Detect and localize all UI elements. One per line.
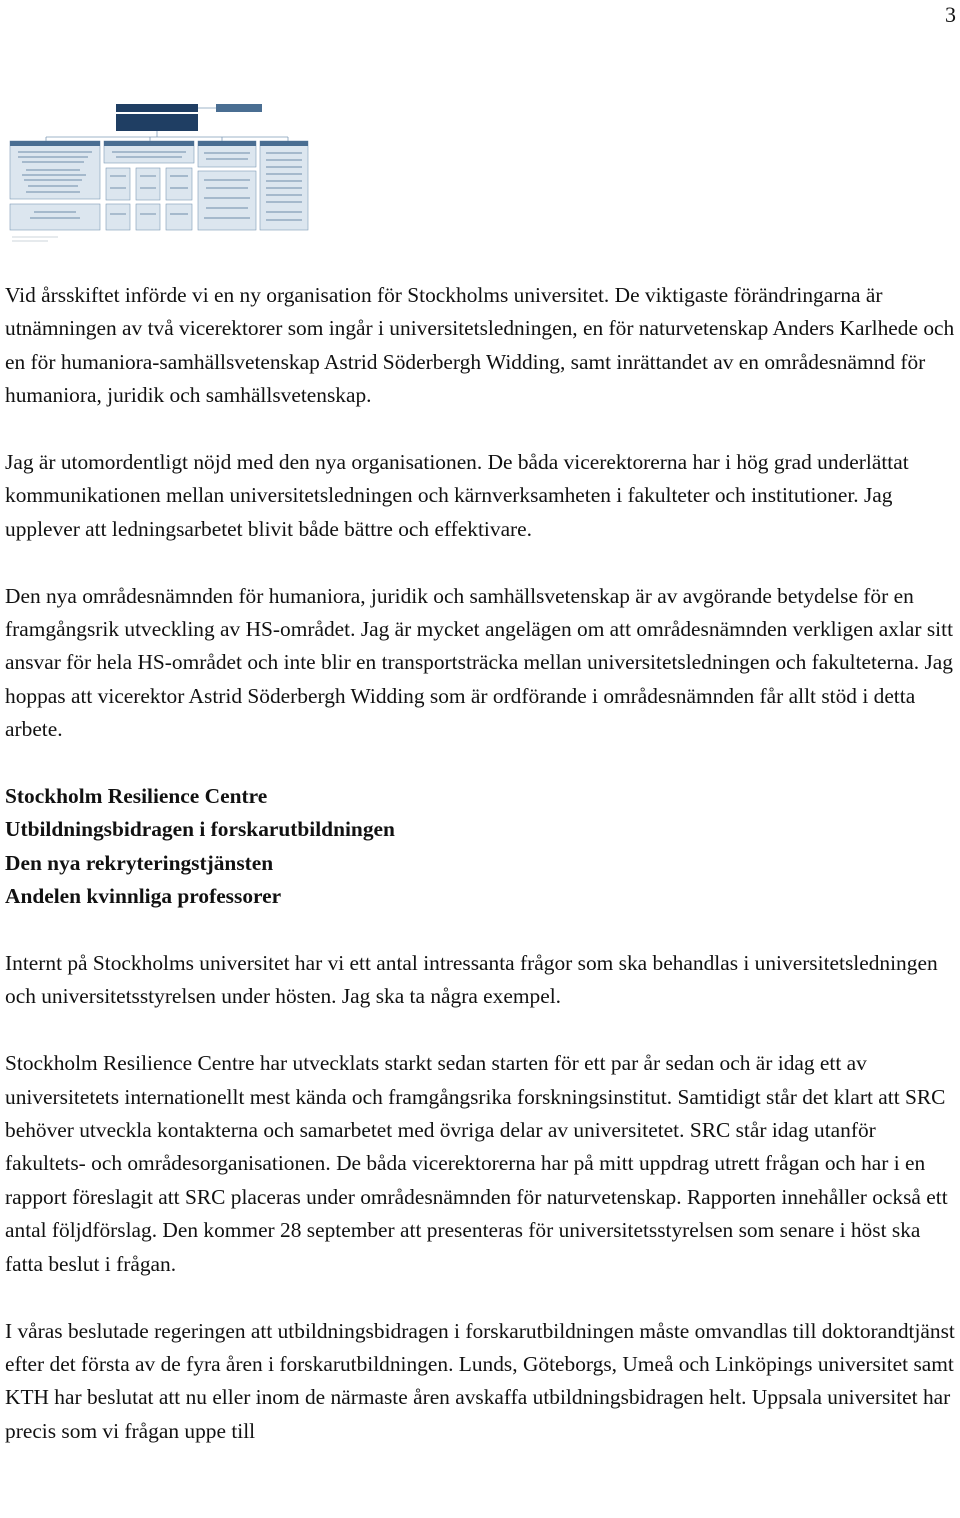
- org-area-box: [166, 168, 192, 200]
- heading: Stockholm Resilience Centre: [5, 784, 268, 809]
- org-area-box: [136, 168, 160, 200]
- heading: Den nya rekryteringstjänsten: [5, 850, 274, 875]
- org-area-box: [136, 204, 160, 230]
- org-area-box: [260, 141, 308, 230]
- heading: Andelen kvinnliga professorer: [5, 884, 282, 909]
- paragraph: Internt på Stockholms universitet har vi ett antal intressanta frågor som ska behandlas i universitetsledningen och universitetsstyrelsen under hösten. Jag ska ta några exempel.: [5, 951, 938, 1009]
- paragraph: Jag är utomordentligt nöjd med den nya organisationen. De båda vicerektorerna har i hög grad underlättat kommunikationen mellan universitetsledningen och kärnverksamheten i fakulteter och institutioner. Jag upplever att ledningsarbetet blivit både bättre och effektivare.: [5, 450, 909, 541]
- org-internal-audit-box: [216, 104, 262, 112]
- page-number: 3: [945, 2, 956, 27]
- org-chart-image: [8, 100, 310, 246]
- org-area-box: [166, 204, 192, 230]
- heading: Utbildningsbidragen i forskarutbildningen: [5, 817, 395, 842]
- org-area-box: [106, 204, 130, 230]
- paragraph: Vid årsskiftet införde vi en ny organisation för Stockholms universitet. De viktigaste förändringarna är utnämningen av två vicerektorer som ingår i universitetsledningen, en för naturvetenskap Anders Karlhede och en för humaniora-samhällsvetenskap Astrid Söderbergh Widding, samt inrättandet av en områdesnämnd för humaniora, juridik och samhällsvetenskap.: [5, 283, 955, 408]
- org-area-box: [106, 168, 130, 200]
- org-area-box: [10, 204, 100, 230]
- org-top-box: [116, 104, 198, 112]
- paragraph: I våras beslutade regeringen att utbildningsbidragen i forskarutbildningen måste omvandlas till doktorandtjänst efter det första av de fyra åren i forskarutbildningen. Lunds, Göteborgs, Umeå och Linköpings universitet samt KTH har beslutat att nu eller inom de närmaste åren avskaffa utbildningsbidragen helt. Uppsala universitet har precis som vi frågan uppe till: [5, 1318, 955, 1443]
- document-body: [5, 279, 957, 1482]
- paragraph: Den nya områdesnämnden för humaniora, juridik och samhällsvetenskap är av avgörande betydelse för en framgångsrik utveckling av HS-området. Jag är mycket angelägen om att områdesnämnden verkligen axlar sitt ansvar för hela HS-området och inte blir en transportsträcka mellan universitetsledningen och fakulteterna. Jag hoppas att vicerektor Astrid Söderbergh Widding som är ordförande i områdesnämnden får allt stöd i detta arbete.: [5, 583, 954, 742]
- topic-headings: [5, 780, 957, 914]
- org-management-box: [116, 114, 198, 131]
- paragraph: Stockholm Resilience Centre har utvecklats starkt sedan starten för ett par år sedan och är idag ett av universitetets internationellt mest kända och framgångsrika forskningsinstitut. Samtidigt står det klart att SRC behöver utveckla kontakterna och samarbetet med övriga delar av universitetet. SRC står idag utanför fakultets- och områdesorganisationen. De båda vicerektorerna har på mitt uppdrag utrett frågan och har i en rapport föreslagit att SRC placeras under områdesnämnden för naturvetenskap. Rapporten innehåller också ett antal följdförslag. Den kommer 28 september att presenteras för universitetsstyrelsen som senare i höst ska fatta beslut i frågan.: [5, 1051, 948, 1276]
